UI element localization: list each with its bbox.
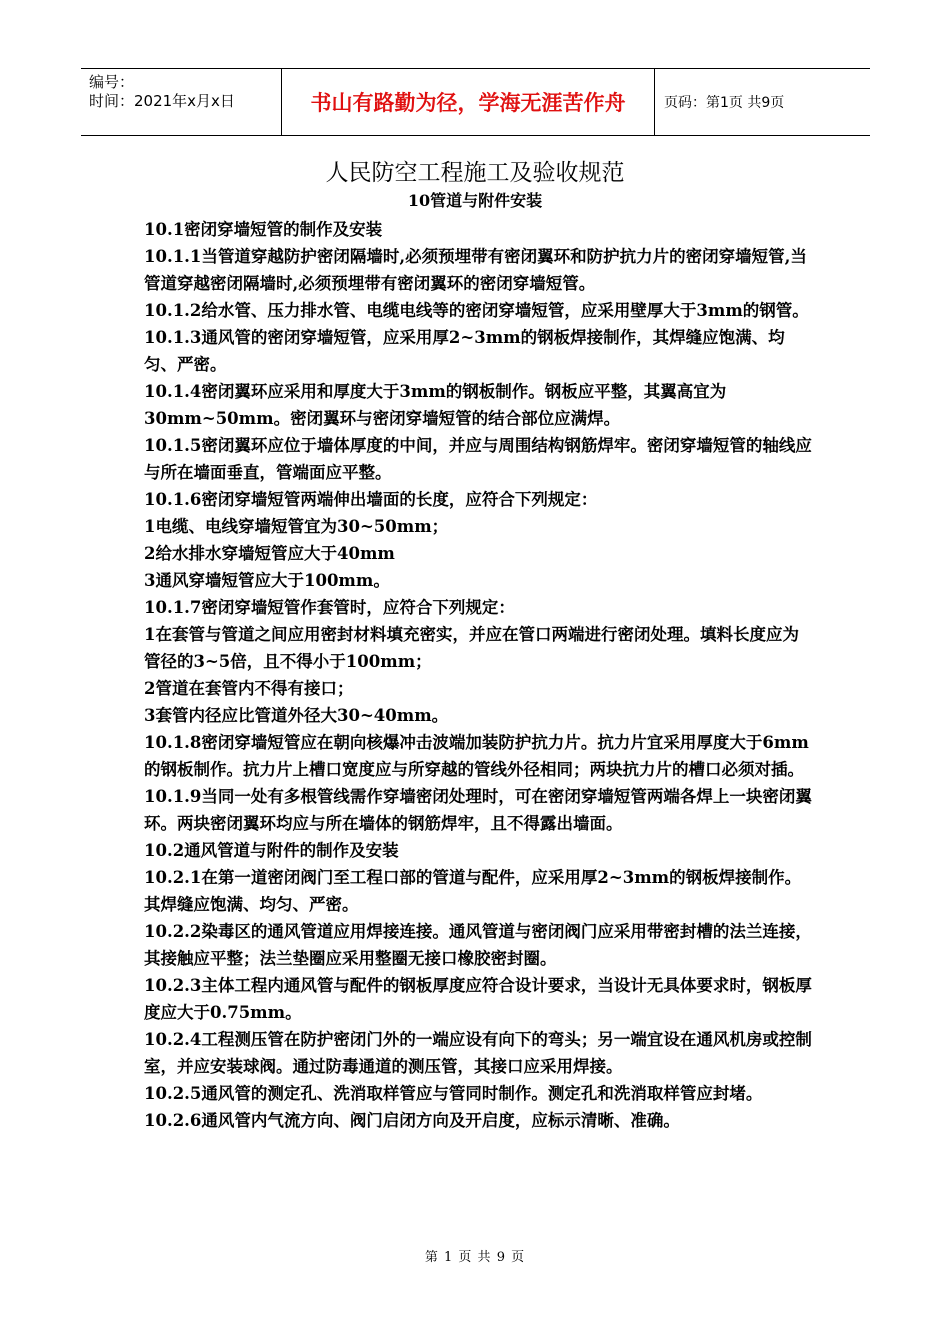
paragraph: 10.2通风管道与附件的制作及安装: [144, 841, 399, 860]
paragraph: 10.1.5密闭翼环应位于墙体厚度的中间，并应与周围结构钢筋焊牢。密闭穿墙短管的轴线应与所在墙面垂直，管端面应平整。: [144, 436, 812, 482]
paragraph: 10.1.2给水管、压力排水管、电缆电线等的密闭穿墙短管，应采用壁厚大于3mm的钢管。: [144, 301, 809, 320]
paragraph: 1电缆、电线穿墙短管宜为30~50mm；: [144, 517, 449, 536]
paragraph: 10.1.4密闭翼环应采用和厚度大于3mm的钢板制作。钢板应平整，其翼高宜为30mm~50mm。密闭翼环与密闭穿墙短管的结合部位应满焊。: [144, 382, 727, 428]
header-meta-cell: [81, 69, 282, 135]
paragraph: 10.1.1当管道穿越防护密闭隔墙时,必须预埋带有密闭翼环和防护抗力片的密闭穿墙短管,当管道穿越密闭隔墙时,必须预埋带有密闭翼环的密闭穿墙短管。: [144, 247, 807, 293]
paragraph: 10.1.8密闭穿墙短管应在朝向核爆冲击波端加装防护抗力片。抗力片宜采用厚度大于6mm的钢板制作。抗力片上槽口宽度应与所穿越的管线外径相同；两块抗力片的槽口必须对插。: [144, 733, 809, 779]
paragraph: 10.1密闭穿墙短管的制作及安装: [144, 220, 383, 239]
header-motto: 书山有路勤为径，学海无涯苦作舟: [282, 69, 655, 135]
document-date-label: 时间：2021年x月x日: [89, 92, 235, 110]
paragraph: 10.2.4工程测压管在防护密闭门外的一端应设有向下的弯头；另一端宜设在通风机房或控制室，并应安装球阀。通过防毒通道的测压管，其接口应采用焊接。: [144, 1030, 812, 1076]
document-number-label: 编号：: [89, 73, 135, 91]
paragraph: 2给水排水穿墙短管应大于40mm: [144, 544, 395, 563]
paragraph: 10.2.6通风管内气流方向、阀门启闭方向及开启度，应标示清晰、准确。: [144, 1111, 680, 1130]
paragraph: 10.2.3主体工程内通风管与配件的钢板厚度应符合设计要求，当设计无具体要求时，钢板厚度应大于0.75mm。: [144, 976, 812, 1022]
paragraph: 10.1.6密闭穿墙短管两端伸出墙面的长度，应符合下列规定：: [144, 490, 598, 509]
document-title: 人民防空工程施工及验收规范: [325, 160, 625, 186]
paragraph: 2管道在套管内不得有接口；: [144, 679, 354, 698]
paragraph: 10.1.9当同一处有多根管线需作穿墙密闭处理时，可在密闭穿墙短管两端各焊上一块密闭翼环。两块密闭翼环均应与所在墙体的钢筋焊牢，且不得露出墙面。: [144, 787, 812, 833]
paragraph: 10.1.3通风管的密闭穿墙短管，应采用厚2~3mm的钢板焊接制作，其焊缝应饱满、均匀、严密。: [144, 328, 785, 374]
paragraph: 3套管内径应比管道外径大30~40mm。: [144, 706, 449, 725]
document-body: [144, 216, 812, 1134]
paragraph: 10.2.5通风管的测定孔、洗消取样管应与管同时制作。测定孔和洗消取样管应封堵。: [144, 1084, 763, 1103]
page-footer: 第 1 页 共 9 页: [424, 1250, 526, 1265]
paragraph: 10.2.2染毒区的通风管道应用焊接连接。通风管道与密闭阀门应采用带密封槽的法兰连接，其接触应平整；法兰垫圈应采用整圈无接口橡胶密封圈。: [144, 922, 812, 968]
section-heading: 10管道与附件安装: [407, 191, 543, 210]
header-page-number: 页码：第1页 共9页: [664, 95, 785, 111]
paragraph: 10.2.1在第一道密闭阀门至工程口部的管道与配件，应采用厚2~3mm的钢板焊接制作。其焊缝应饱满、均匀、严密。: [144, 868, 802, 914]
paragraph: 3通风穿墙短管应大于100mm。: [144, 571, 390, 590]
document-header: [81, 68, 870, 136]
paragraph: 10.1.7密闭穿墙短管作套管时，应符合下列规定：: [144, 598, 515, 617]
paragraph: 1在套管与管道之间应用密封材料填充密实，并应在管口两端进行密闭处理。填料长度应为管径的3~5倍，且不得小于100mm；: [144, 625, 799, 671]
